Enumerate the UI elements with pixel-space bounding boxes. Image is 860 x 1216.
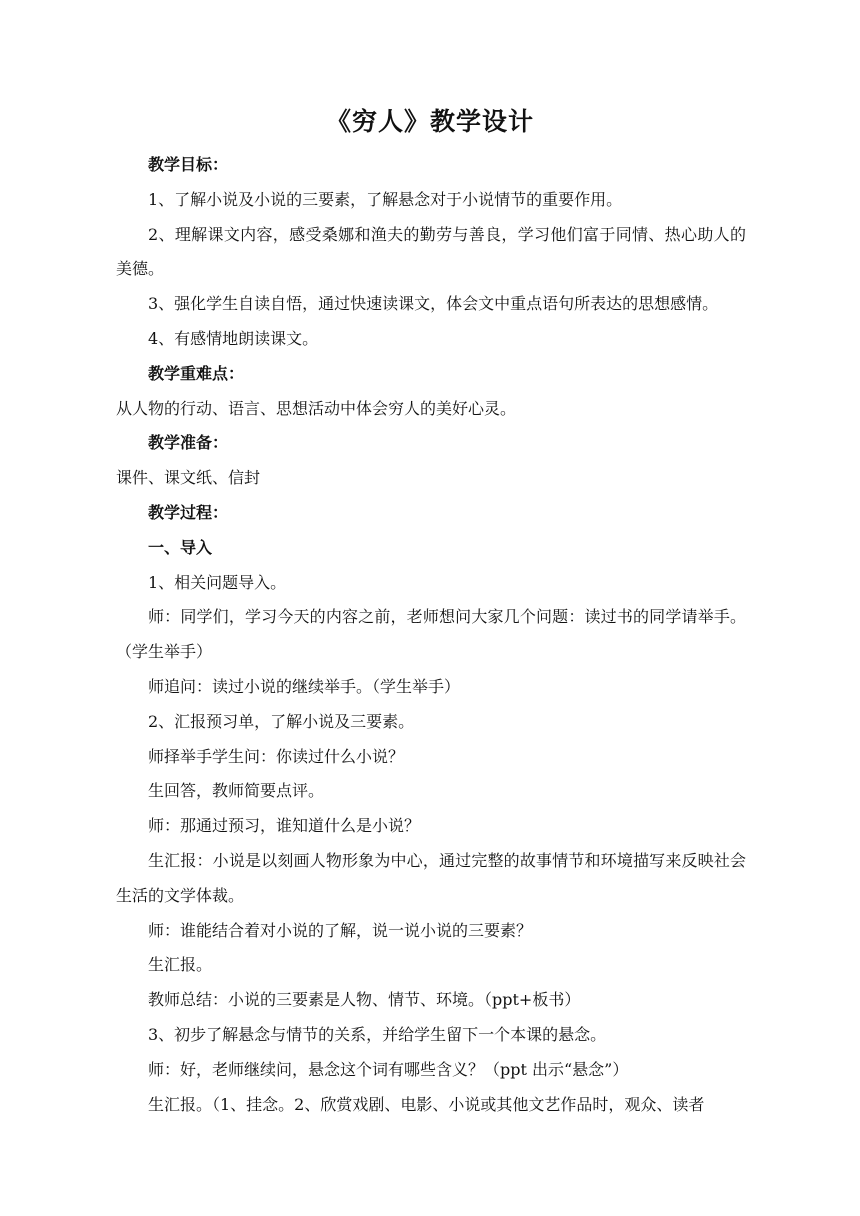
paragraph: 教师总结：小说的三要素是人物、情节、环境。（ppt+板书） xyxy=(148,990,581,1010)
paragraph: 课件、课文纸、信封 xyxy=(116,468,261,488)
paragraph: 从人物的行动、语言、思想活动中体会穷人的美好心灵。 xyxy=(116,398,517,418)
paragraph: 2、汇报预习单，了解小说及三要素。 xyxy=(148,711,415,731)
paragraph: 4、有感情地朗读课文。 xyxy=(148,328,319,348)
paragraph: 师：同学们，学习今天的内容之前，老师想问大家几个问题：读过书的同学请举手。（学生举手） xyxy=(116,607,746,662)
section-heading: 教学目标： xyxy=(148,155,229,174)
paragraph: 3、初步了解悬念与情节的关系，并给学生留下一个本课的悬念。 xyxy=(148,1024,607,1044)
paragraph: 师追问：读过小说的继续举手。（学生举手） xyxy=(148,676,461,696)
section-heading: 一、导入 xyxy=(148,537,213,557)
section-heading: 教学准备： xyxy=(148,433,229,453)
paragraph: 师：好，老师继续问，悬念这个词有哪些含义？（ppt 出示“悬念”） xyxy=(148,1059,629,1079)
section-heading: 教学重难点： xyxy=(148,363,245,383)
paragraph: 师：谁能结合着对小说的了解，说一说小说的三要素？ xyxy=(148,920,533,940)
paragraph: 3、强化学生自读自悟，通过快速读课文，体会文中重点语句所表达的思想感情。 xyxy=(148,294,719,314)
section-heading: 教学过程： xyxy=(148,502,229,522)
paragraph: 生汇报。（1、挂念。2、欣赏戏剧、电影、小说或其他文艺作品时，观众、读者 xyxy=(148,1094,705,1114)
paragraph: 1、了解小说及小说的三要素，了解悬念对于小说情节的重要作用。 xyxy=(148,189,623,209)
paragraph: 生汇报。 xyxy=(148,955,213,975)
paragraph: 师：那通过预习，谁知道什么是小说？ xyxy=(148,816,421,836)
paragraph: 师择举手学生问：你读过什么小说？ xyxy=(148,746,405,766)
paragraph: 生汇报：小说是以刻画人物形象为中心，通过完整的故事情节和环境描写来反映社会生活的文学体裁。 xyxy=(116,850,746,905)
paragraph: 2、理解课文内容，感受桑娜和渔夫的勤劳与善良，学习他们富于同情、热心助人的美德。 xyxy=(116,224,746,279)
paragraph: 生回答，教师简要点评。 xyxy=(148,781,325,801)
document-title: 《穷人》教学设计 xyxy=(325,107,534,136)
paragraph: 1、相关问题导入。 xyxy=(148,572,287,592)
document-body xyxy=(116,148,746,1122)
